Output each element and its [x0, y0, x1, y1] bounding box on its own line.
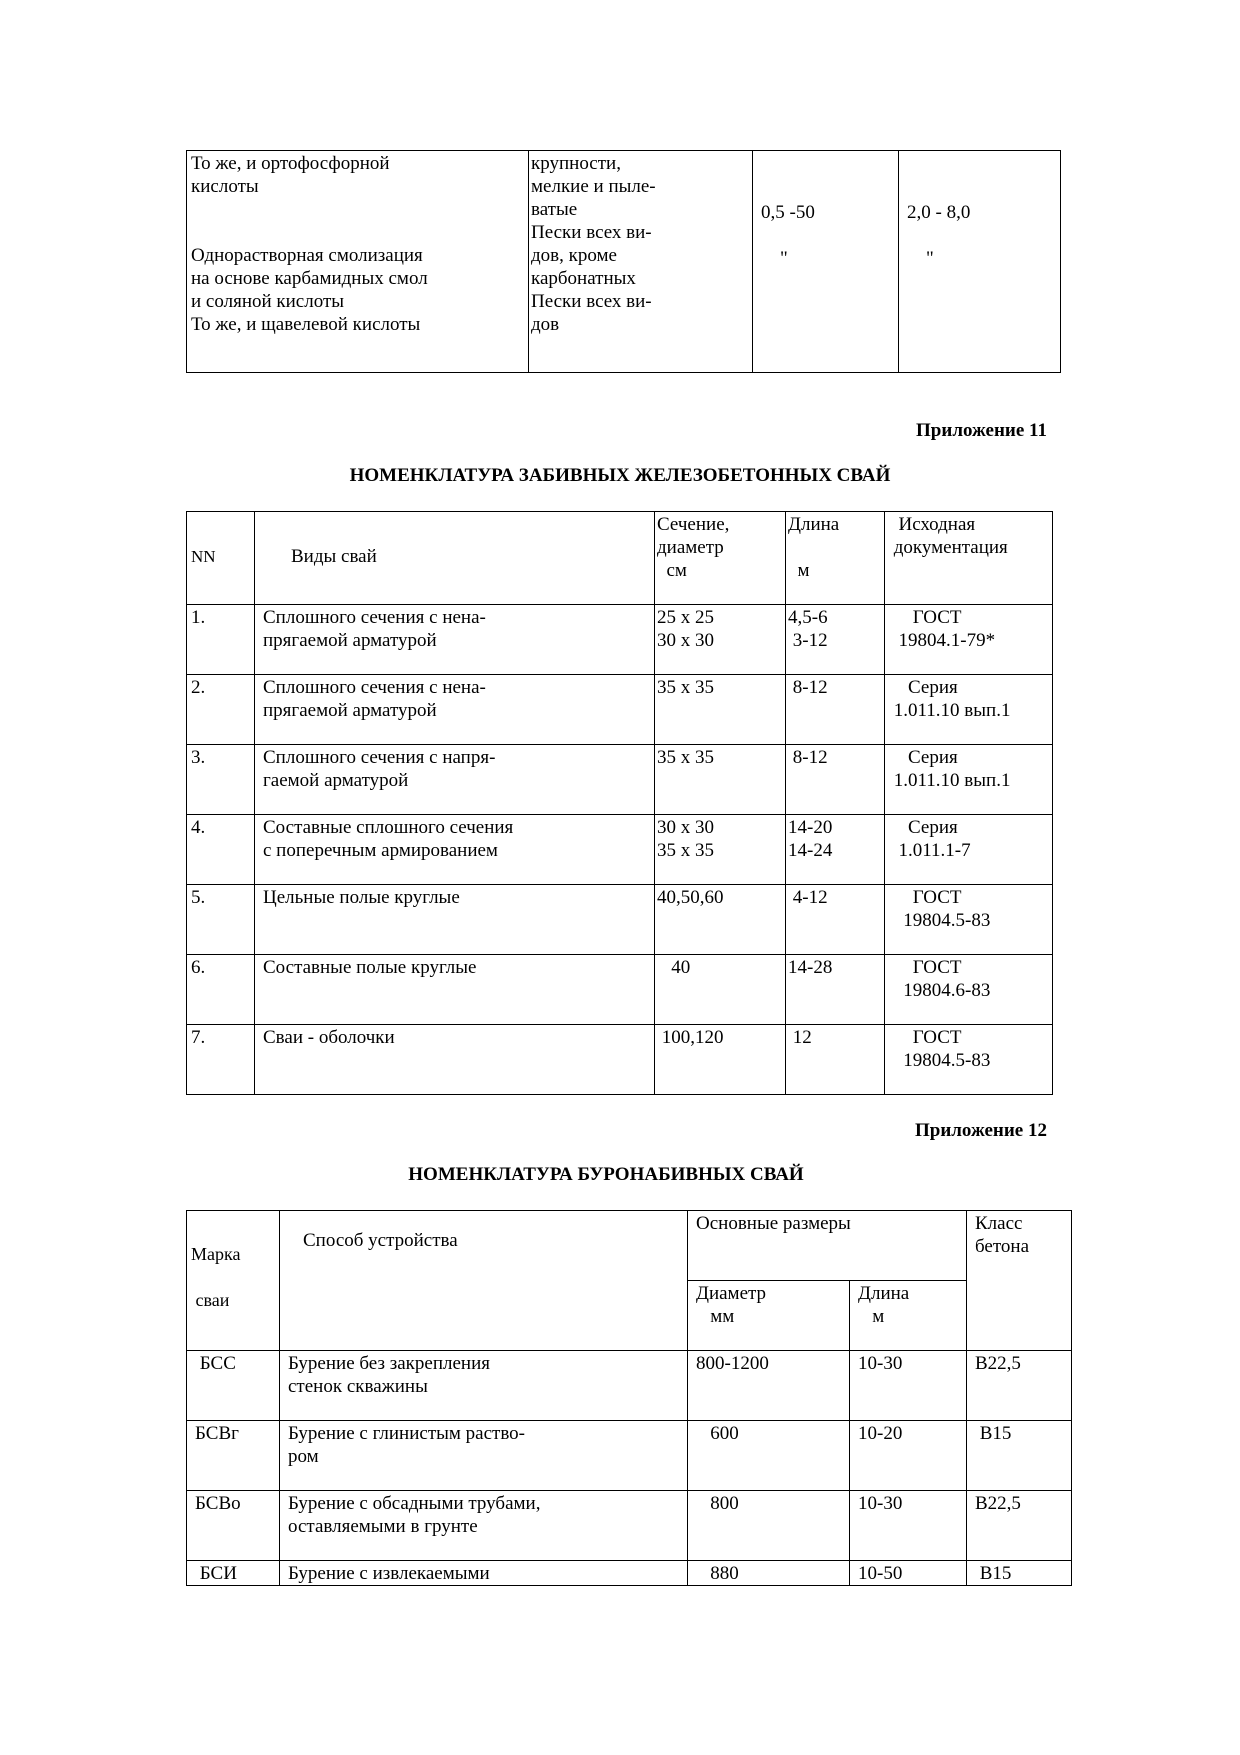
table-row: [187, 1421, 1072, 1491]
cell-pile-type: Составные полые круглые: [255, 955, 655, 1025]
cell-length: 14-20 14-24: [786, 815, 885, 885]
cell-documentation: Серия 1.011.10 вып.1: [885, 745, 1053, 815]
header-method: Способ устройства: [280, 1211, 688, 1351]
cell-mark: БСС: [187, 1351, 280, 1421]
appendix-12-label: Приложение 12: [914, 1120, 1047, 1141]
cell-pile-type: Сплошного сечения с нена- прягаемой арматурой: [255, 605, 655, 675]
top-cell-radius: 2,0 - 8,0 ": [899, 151, 1061, 373]
table-row: [187, 815, 1053, 885]
cell-method: Бурение с обсадными трубами, оставляемыми в грунте: [280, 1491, 688, 1561]
cell-section: 40: [655, 955, 786, 1025]
header-mark: Марка сваи: [187, 1211, 280, 1351]
table-row: [187, 1025, 1053, 1095]
cell-section: 35 х 35: [655, 745, 786, 815]
top-cell-soil: крупности, мелкие и пыле- ватые Пески всех ви- дов, кроме карбонатных Пески всех ви- дов: [529, 151, 753, 373]
cell-method: Бурение с извлекаемыми: [280, 1561, 688, 1586]
cell-mark: БСВо: [187, 1491, 280, 1561]
cell-length: 10-20: [850, 1421, 967, 1491]
header-diameter: Диаметр мм: [688, 1281, 850, 1351]
appendix-11-title: НОМЕНКЛАТУРА ЗАБИВНЫХ ЖЕЛЕЗОБЕТОННЫХ СВАЙ: [349, 465, 891, 486]
cell-nn: 7.: [187, 1025, 255, 1095]
header-pile-type: Виды свай: [255, 512, 655, 605]
cell-documentation: ГОСТ 19804.5-83: [885, 1025, 1053, 1095]
cell-documentation: Серия 1.011.1-7: [885, 815, 1053, 885]
cell-section: 40,50,60: [655, 885, 786, 955]
driven-piles-table: [186, 511, 1053, 1095]
table-row: [187, 745, 1053, 815]
top-cell-method: То же, и ортофосфорной кислоты Однорастворная смолизация на основе карбамидных смол и соляной кислоты То же, и щавелевой кислоты: [187, 151, 529, 373]
cell-nn: 6.: [187, 955, 255, 1025]
bored-piles-table: [186, 1210, 1072, 1586]
header-documentation: Исходная документация: [885, 512, 1053, 605]
table-row: [187, 955, 1053, 1025]
cell-pile-type: Цельные полые круглые: [255, 885, 655, 955]
cell-documentation: ГОСТ 19804.5-83: [885, 885, 1053, 955]
header-main-dims: Основные размеры: [688, 1211, 967, 1281]
cell-section: 100,120: [655, 1025, 786, 1095]
cell-documentation: ГОСТ 19804.1-79*: [885, 605, 1053, 675]
cell-section: 25 х 25 30 х 30: [655, 605, 786, 675]
cell-length: 8-12: [786, 745, 885, 815]
cell-pile-type: Составные сплошного сечения с поперечным армированием: [255, 815, 655, 885]
cell-method: Бурение с глинистым раство- ром: [280, 1421, 688, 1491]
cell-length: 14-28: [786, 955, 885, 1025]
cell-concrete: В15: [967, 1421, 1072, 1491]
cell-section: 35 х 35: [655, 675, 786, 745]
cell-nn: 1.: [187, 605, 255, 675]
cell-pile-type: Сплошного сечения с напря- гаемой арматурой: [255, 745, 655, 815]
cell-concrete: В15: [967, 1561, 1072, 1586]
cell-concrete: В22,5: [967, 1351, 1072, 1421]
cell-mark: БСИ: [187, 1561, 280, 1586]
table-row: [187, 1351, 1072, 1421]
cell-concrete: В22,5: [967, 1491, 1072, 1561]
cell-length: 4-12: [786, 885, 885, 955]
top-table: [186, 150, 1061, 373]
cell-pile-type: Сваи - оболочки: [255, 1025, 655, 1095]
appendix-11-label: Приложение 11: [916, 420, 1047, 441]
cell-diameter: 880: [688, 1561, 850, 1586]
cell-diameter: 800-1200: [688, 1351, 850, 1421]
cell-nn: 2.: [187, 675, 255, 745]
cell-pile-type: Сплошного сечения с нена- прягаемой арматурой: [255, 675, 655, 745]
appendix-12-title: НОМЕНКЛАТУРА БУРОНАБИВНЫХ СВАЙ: [408, 1164, 804, 1185]
cell-documentation: ГОСТ 19804.6-83: [885, 955, 1053, 1025]
cell-length: 8-12: [786, 675, 885, 745]
table-row: [187, 885, 1053, 955]
header-section: Сечение, диаметр см: [655, 512, 786, 605]
table-row: [187, 1491, 1072, 1561]
cell-length: 10-30: [850, 1491, 967, 1561]
cell-length: 10-30: [850, 1351, 967, 1421]
cell-section: 30 х 30 35 х 35: [655, 815, 786, 885]
cell-diameter: 800: [688, 1491, 850, 1561]
header-length-m: Длина м: [850, 1281, 967, 1351]
table-row: [187, 675, 1053, 745]
cell-documentation: Серия 1.011.10 вып.1: [885, 675, 1053, 745]
header-concrete: Класс бетона: [967, 1211, 1072, 1351]
top-cell-filtration: 0,5 -50 ": [753, 151, 899, 373]
table-row: [187, 605, 1053, 675]
cell-length: 10-50: [850, 1561, 967, 1586]
header-nn: NN: [187, 512, 255, 605]
cell-mark: БСВг: [187, 1421, 280, 1491]
table-row: [187, 1561, 1072, 1586]
cell-diameter: 600: [688, 1421, 850, 1491]
cell-method: Бурение без закрепления стенок скважины: [280, 1351, 688, 1421]
cell-nn: 3.: [187, 745, 255, 815]
cell-length: 12: [786, 1025, 885, 1095]
header-length: Длина м: [786, 512, 885, 605]
cell-nn: 5.: [187, 885, 255, 955]
cell-nn: 4.: [187, 815, 255, 885]
cell-length: 4,5-6 3-12: [786, 605, 885, 675]
